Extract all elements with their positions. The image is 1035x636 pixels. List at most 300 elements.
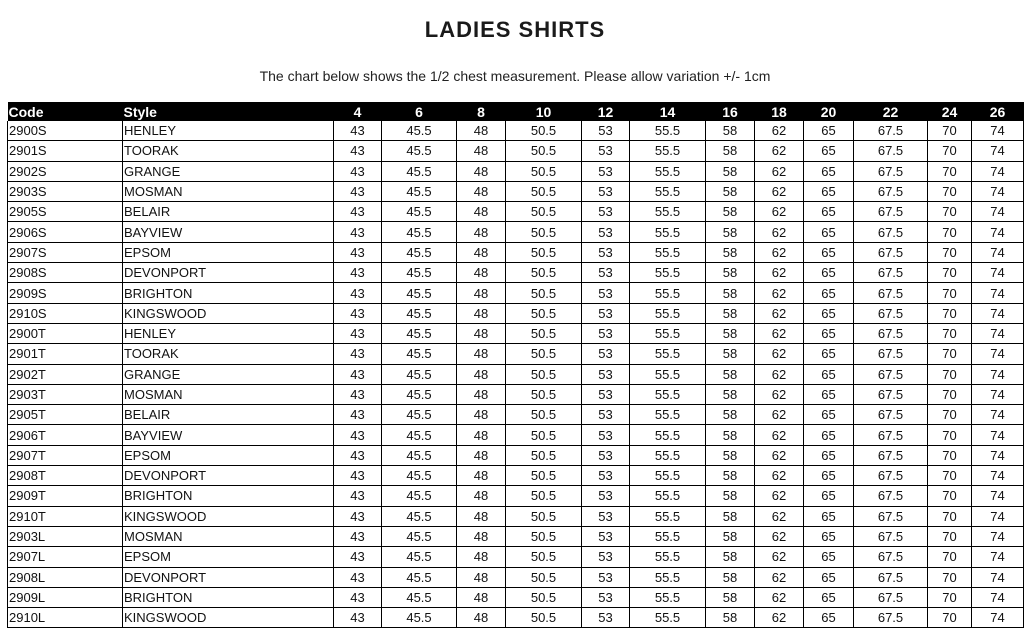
cell-measurement: 53 [582, 567, 630, 587]
cell-measurement: 45.5 [382, 303, 457, 323]
cell-measurement: 50.5 [506, 121, 582, 141]
cell-style: KINGSWOOD [123, 303, 334, 323]
cell-measurement: 50.5 [506, 323, 582, 343]
cell-measurement: 50.5 [506, 567, 582, 587]
cell-measurement: 58 [706, 364, 755, 384]
cell-measurement: 65 [804, 161, 854, 181]
cell-measurement: 58 [706, 263, 755, 283]
cell-measurement: 53 [582, 263, 630, 283]
cell-measurement: 74 [972, 466, 1024, 486]
cell-measurement: 53 [582, 364, 630, 384]
cell-measurement: 45.5 [382, 486, 457, 506]
cell-measurement: 74 [972, 506, 1024, 526]
cell-measurement: 50.5 [506, 222, 582, 242]
cell-measurement: 55.5 [630, 608, 706, 628]
cell-measurement: 62 [755, 405, 804, 425]
cell-measurement: 67.5 [854, 283, 928, 303]
cell-measurement: 67.5 [854, 364, 928, 384]
cell-measurement: 55.5 [630, 283, 706, 303]
cell-measurement: 74 [972, 161, 1024, 181]
cell-measurement: 67.5 [854, 263, 928, 283]
cell-measurement: 50.5 [506, 303, 582, 323]
cell-style: BAYVIEW [123, 425, 334, 445]
cell-measurement: 74 [972, 141, 1024, 161]
cell-measurement: 48 [457, 344, 506, 364]
cell-measurement: 48 [457, 445, 506, 465]
cell-measurement: 55.5 [630, 121, 706, 141]
cell-measurement: 65 [804, 506, 854, 526]
cell-measurement: 62 [755, 202, 804, 222]
cell-measurement: 65 [804, 384, 854, 404]
cell-measurement: 55.5 [630, 222, 706, 242]
cell-measurement: 48 [457, 141, 506, 161]
cell-measurement: 43 [334, 344, 382, 364]
header-size-20: 20 [804, 102, 854, 121]
cell-measurement: 62 [755, 506, 804, 526]
table-row [8, 202, 1024, 222]
cell-measurement: 58 [706, 567, 755, 587]
cell-measurement: 70 [928, 526, 972, 546]
cell-code: 2908L [8, 567, 123, 587]
cell-style: EPSOM [123, 547, 334, 567]
cell-style: KINGSWOOD [123, 506, 334, 526]
chart-note: The chart below shows the 1/2 chest measurement. Please allow variation +/- 1cm [259, 68, 771, 84]
cell-measurement: 48 [457, 526, 506, 546]
cell-measurement: 58 [706, 608, 755, 628]
cell-style: EPSOM [123, 445, 334, 465]
cell-measurement: 45.5 [382, 425, 457, 445]
cell-measurement: 55.5 [630, 405, 706, 425]
cell-measurement: 53 [582, 303, 630, 323]
cell-measurement: 65 [804, 121, 854, 141]
cell-measurement: 67.5 [854, 141, 928, 161]
cell-measurement: 65 [804, 364, 854, 384]
cell-measurement: 45.5 [382, 121, 457, 141]
cell-measurement: 48 [457, 405, 506, 425]
header-size-8: 8 [457, 102, 506, 121]
cell-measurement: 58 [706, 202, 755, 222]
cell-measurement: 65 [804, 466, 854, 486]
cell-measurement: 74 [972, 121, 1024, 141]
cell-style: DEVONPORT [123, 466, 334, 486]
cell-measurement: 58 [706, 344, 755, 364]
cell-code: 2910S [8, 303, 123, 323]
cell-measurement: 55.5 [630, 263, 706, 283]
table-header-row [8, 102, 1024, 121]
cell-measurement: 48 [457, 222, 506, 242]
cell-measurement: 67.5 [854, 608, 928, 628]
cell-measurement: 45.5 [382, 608, 457, 628]
cell-measurement: 53 [582, 121, 630, 141]
table-row [8, 323, 1024, 343]
cell-measurement: 45.5 [382, 445, 457, 465]
cell-measurement: 65 [804, 283, 854, 303]
cell-measurement: 67.5 [854, 547, 928, 567]
cell-measurement: 43 [334, 242, 382, 262]
table-row [8, 425, 1024, 445]
cell-style: KINGSWOOD [123, 608, 334, 628]
cell-code: 2900T [8, 323, 123, 343]
cell-measurement: 67.5 [854, 486, 928, 506]
cell-measurement: 74 [972, 263, 1024, 283]
cell-measurement: 70 [928, 445, 972, 465]
cell-measurement: 65 [804, 303, 854, 323]
header-size-18: 18 [755, 102, 804, 121]
cell-measurement: 58 [706, 486, 755, 506]
cell-measurement: 70 [928, 141, 972, 161]
cell-measurement: 67.5 [854, 181, 928, 201]
cell-measurement: 58 [706, 587, 755, 607]
cell-measurement: 55.5 [630, 141, 706, 161]
cell-measurement: 62 [755, 181, 804, 201]
cell-measurement: 53 [582, 486, 630, 506]
table-row [8, 486, 1024, 506]
cell-style: BRIGHTON [123, 587, 334, 607]
cell-measurement: 70 [928, 303, 972, 323]
header-code: Code [8, 102, 123, 121]
header-size-24: 24 [928, 102, 972, 121]
cell-code: 2906T [8, 425, 123, 445]
cell-style: DEVONPORT [123, 567, 334, 587]
cell-measurement: 67.5 [854, 445, 928, 465]
cell-style: HENLEY [123, 323, 334, 343]
cell-measurement: 74 [972, 242, 1024, 262]
cell-measurement: 48 [457, 121, 506, 141]
table-row [8, 506, 1024, 526]
cell-measurement: 58 [706, 181, 755, 201]
cell-measurement: 67.5 [854, 526, 928, 546]
cell-measurement: 65 [804, 181, 854, 201]
cell-measurement: 62 [755, 344, 804, 364]
cell-measurement: 67.5 [854, 161, 928, 181]
cell-measurement: 45.5 [382, 547, 457, 567]
cell-measurement: 74 [972, 587, 1024, 607]
cell-measurement: 65 [804, 202, 854, 222]
cell-measurement: 43 [334, 283, 382, 303]
cell-style: BELAIR [123, 405, 334, 425]
cell-measurement: 43 [334, 608, 382, 628]
cell-measurement: 50.5 [506, 141, 582, 161]
cell-measurement: 58 [706, 547, 755, 567]
cell-measurement: 62 [755, 445, 804, 465]
cell-measurement: 62 [755, 283, 804, 303]
header-size-14: 14 [630, 102, 706, 121]
table-row [8, 567, 1024, 587]
cell-measurement: 50.5 [506, 202, 582, 222]
cell-measurement: 65 [804, 567, 854, 587]
cell-code: 2903S [8, 181, 123, 201]
cell-measurement: 50.5 [506, 364, 582, 384]
cell-measurement: 70 [928, 181, 972, 201]
size-chart-table [7, 102, 1024, 628]
cell-measurement: 58 [706, 161, 755, 181]
cell-measurement: 67.5 [854, 567, 928, 587]
cell-measurement: 48 [457, 466, 506, 486]
cell-measurement: 50.5 [506, 506, 582, 526]
cell-measurement: 50.5 [506, 445, 582, 465]
table-row [8, 121, 1024, 141]
table-row [8, 587, 1024, 607]
cell-measurement: 70 [928, 587, 972, 607]
cell-measurement: 53 [582, 202, 630, 222]
cell-measurement: 74 [972, 445, 1024, 465]
header-size-16: 16 [706, 102, 755, 121]
cell-measurement: 58 [706, 405, 755, 425]
cell-measurement: 53 [582, 283, 630, 303]
cell-measurement: 50.5 [506, 283, 582, 303]
cell-measurement: 70 [928, 242, 972, 262]
cell-measurement: 65 [804, 323, 854, 343]
cell-measurement: 43 [334, 181, 382, 201]
cell-measurement: 74 [972, 547, 1024, 567]
cell-measurement: 50.5 [506, 161, 582, 181]
cell-measurement: 67.5 [854, 344, 928, 364]
cell-measurement: 70 [928, 202, 972, 222]
cell-code: 2910T [8, 506, 123, 526]
cell-measurement: 50.5 [506, 242, 582, 262]
cell-code: 2905S [8, 202, 123, 222]
cell-measurement: 43 [334, 364, 382, 384]
cell-measurement: 53 [582, 141, 630, 161]
cell-measurement: 65 [804, 425, 854, 445]
cell-measurement: 55.5 [630, 364, 706, 384]
cell-measurement: 58 [706, 425, 755, 445]
cell-measurement: 62 [755, 242, 804, 262]
cell-measurement: 62 [755, 587, 804, 607]
cell-measurement: 48 [457, 547, 506, 567]
cell-style: GRANGE [123, 161, 334, 181]
cell-measurement: 48 [457, 425, 506, 445]
cell-measurement: 74 [972, 384, 1024, 404]
cell-measurement: 55.5 [630, 486, 706, 506]
cell-measurement: 45.5 [382, 405, 457, 425]
cell-measurement: 62 [755, 323, 804, 343]
cell-code: 2900S [8, 121, 123, 141]
cell-measurement: 43 [334, 323, 382, 343]
cell-measurement: 43 [334, 425, 382, 445]
cell-measurement: 74 [972, 202, 1024, 222]
cell-measurement: 74 [972, 283, 1024, 303]
cell-measurement: 55.5 [630, 303, 706, 323]
cell-code: 2905T [8, 405, 123, 425]
cell-measurement: 48 [457, 486, 506, 506]
cell-code: 2903T [8, 384, 123, 404]
cell-measurement: 74 [972, 181, 1024, 201]
cell-code: 2903L [8, 526, 123, 546]
cell-measurement: 45.5 [382, 323, 457, 343]
table-row [8, 466, 1024, 486]
cell-code: 2909L [8, 587, 123, 607]
cell-measurement: 53 [582, 587, 630, 607]
cell-measurement: 48 [457, 283, 506, 303]
cell-measurement: 74 [972, 567, 1024, 587]
cell-measurement: 55.5 [630, 384, 706, 404]
cell-measurement: 65 [804, 547, 854, 567]
cell-measurement: 62 [755, 526, 804, 546]
cell-measurement: 55.5 [630, 547, 706, 567]
cell-measurement: 53 [582, 222, 630, 242]
cell-code: 2907T [8, 445, 123, 465]
cell-measurement: 55.5 [630, 323, 706, 343]
cell-measurement: 55.5 [630, 242, 706, 262]
cell-code: 2908T [8, 466, 123, 486]
cell-measurement: 45.5 [382, 181, 457, 201]
cell-measurement: 58 [706, 506, 755, 526]
cell-measurement: 55.5 [630, 181, 706, 201]
cell-measurement: 67.5 [854, 506, 928, 526]
cell-measurement: 70 [928, 161, 972, 181]
cell-measurement: 55.5 [630, 466, 706, 486]
cell-measurement: 62 [755, 141, 804, 161]
table-row [8, 547, 1024, 567]
cell-code: 2902S [8, 161, 123, 181]
cell-measurement: 70 [928, 384, 972, 404]
cell-measurement: 70 [928, 263, 972, 283]
cell-measurement: 70 [928, 323, 972, 343]
cell-measurement: 67.5 [854, 587, 928, 607]
cell-measurement: 48 [457, 384, 506, 404]
cell-measurement: 45.5 [382, 526, 457, 546]
cell-measurement: 45.5 [382, 263, 457, 283]
table-row [8, 344, 1024, 364]
cell-measurement: 45.5 [382, 222, 457, 242]
cell-measurement: 53 [582, 466, 630, 486]
cell-measurement: 74 [972, 486, 1024, 506]
cell-measurement: 48 [457, 263, 506, 283]
cell-measurement: 43 [334, 506, 382, 526]
cell-code: 2909T [8, 486, 123, 506]
header-size-6: 6 [382, 102, 457, 121]
cell-measurement: 74 [972, 344, 1024, 364]
table-row [8, 242, 1024, 262]
table-body [8, 121, 1024, 628]
cell-measurement: 50.5 [506, 181, 582, 201]
cell-measurement: 45.5 [382, 141, 457, 161]
cell-measurement: 45.5 [382, 202, 457, 222]
cell-code: 2907L [8, 547, 123, 567]
cell-code: 2907S [8, 242, 123, 262]
cell-measurement: 53 [582, 608, 630, 628]
cell-measurement: 48 [457, 567, 506, 587]
cell-style: BRIGHTON [123, 283, 334, 303]
header-size-12: 12 [582, 102, 630, 121]
cell-measurement: 45.5 [382, 364, 457, 384]
cell-measurement: 48 [457, 161, 506, 181]
cell-measurement: 55.5 [630, 344, 706, 364]
cell-measurement: 55.5 [630, 161, 706, 181]
cell-measurement: 65 [804, 141, 854, 161]
cell-measurement: 62 [755, 263, 804, 283]
cell-measurement: 48 [457, 364, 506, 384]
cell-measurement: 74 [972, 323, 1024, 343]
cell-measurement: 70 [928, 405, 972, 425]
cell-measurement: 43 [334, 161, 382, 181]
cell-measurement: 43 [334, 547, 382, 567]
cell-measurement: 70 [928, 466, 972, 486]
table-row [8, 141, 1024, 161]
cell-measurement: 55.5 [630, 526, 706, 546]
cell-measurement: 65 [804, 242, 854, 262]
table-row [8, 364, 1024, 384]
cell-measurement: 55.5 [630, 445, 706, 465]
cell-measurement: 55.5 [630, 202, 706, 222]
cell-code: 2901S [8, 141, 123, 161]
cell-measurement: 48 [457, 506, 506, 526]
cell-style: BRIGHTON [123, 486, 334, 506]
cell-measurement: 50.5 [506, 425, 582, 445]
cell-measurement: 53 [582, 526, 630, 546]
cell-measurement: 58 [706, 242, 755, 262]
cell-measurement: 67.5 [854, 242, 928, 262]
cell-measurement: 48 [457, 303, 506, 323]
cell-measurement: 55.5 [630, 567, 706, 587]
cell-measurement: 50.5 [506, 405, 582, 425]
cell-style: DEVONPORT [123, 263, 334, 283]
cell-measurement: 45.5 [382, 161, 457, 181]
cell-measurement: 43 [334, 526, 382, 546]
cell-measurement: 70 [928, 486, 972, 506]
cell-code: 2906S [8, 222, 123, 242]
cell-measurement: 70 [928, 425, 972, 445]
cell-measurement: 48 [457, 323, 506, 343]
cell-measurement: 67.5 [854, 425, 928, 445]
cell-measurement: 67.5 [854, 121, 928, 141]
cell-measurement: 74 [972, 405, 1024, 425]
cell-style: BELAIR [123, 202, 334, 222]
table-row [8, 526, 1024, 546]
cell-measurement: 43 [334, 466, 382, 486]
cell-measurement: 55.5 [630, 587, 706, 607]
cell-measurement: 58 [706, 222, 755, 242]
cell-code: 2908S [8, 263, 123, 283]
cell-measurement: 58 [706, 283, 755, 303]
cell-measurement: 43 [334, 263, 382, 283]
cell-measurement: 70 [928, 283, 972, 303]
cell-measurement: 50.5 [506, 263, 582, 283]
header-size-10: 10 [506, 102, 582, 121]
cell-measurement: 58 [706, 384, 755, 404]
cell-measurement: 43 [334, 445, 382, 465]
cell-measurement: 55.5 [630, 425, 706, 445]
cell-measurement: 58 [706, 466, 755, 486]
cell-measurement: 65 [804, 222, 854, 242]
cell-measurement: 58 [706, 445, 755, 465]
header-size-4: 4 [334, 102, 382, 121]
cell-measurement: 74 [972, 608, 1024, 628]
cell-measurement: 43 [334, 405, 382, 425]
cell-measurement: 45.5 [382, 384, 457, 404]
cell-measurement: 43 [334, 303, 382, 323]
cell-measurement: 70 [928, 567, 972, 587]
cell-measurement: 70 [928, 222, 972, 242]
cell-measurement: 50.5 [506, 526, 582, 546]
cell-measurement: 62 [755, 486, 804, 506]
cell-measurement: 50.5 [506, 587, 582, 607]
cell-measurement: 53 [582, 344, 630, 364]
header-size-26: 26 [972, 102, 1024, 121]
cell-measurement: 53 [582, 405, 630, 425]
cell-measurement: 74 [972, 364, 1024, 384]
cell-measurement: 43 [334, 567, 382, 587]
cell-measurement: 58 [706, 526, 755, 546]
table-row [8, 303, 1024, 323]
cell-measurement: 65 [804, 486, 854, 506]
cell-measurement: 43 [334, 202, 382, 222]
cell-measurement: 62 [755, 567, 804, 587]
cell-measurement: 65 [804, 587, 854, 607]
cell-measurement: 48 [457, 181, 506, 201]
cell-measurement: 45.5 [382, 587, 457, 607]
